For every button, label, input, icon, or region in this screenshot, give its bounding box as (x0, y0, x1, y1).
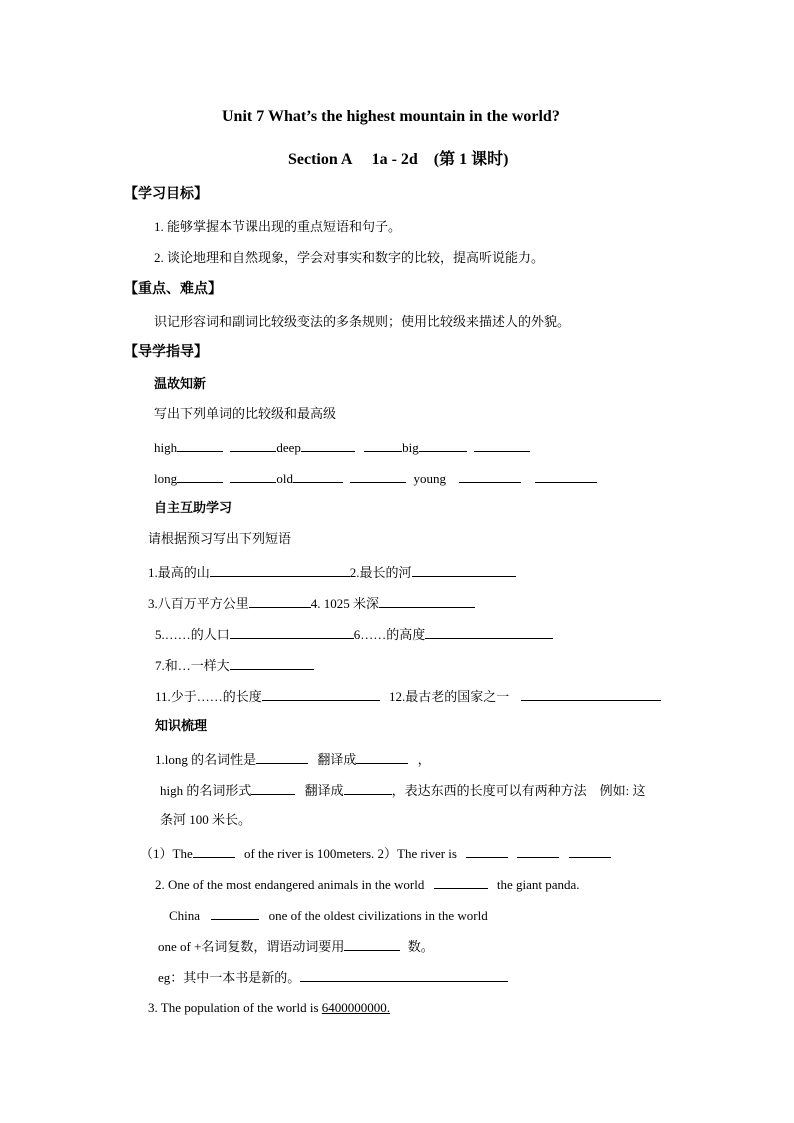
answer-blank[interactable] (300, 967, 508, 982)
goal-item: 1. 能够掌握本节课出现的重点短语和句子。 (154, 219, 402, 234)
review-instruction: 写出下列单词的比较级和最高级 (154, 406, 337, 421)
word-long: long (154, 471, 178, 486)
self-study-instruction: 请根据预习写出下列短语 (148, 531, 292, 546)
knowledge-text: one of the oldest civilizations in the world (268, 908, 488, 923)
page-title: Unit 7 What’s the highest mountain in the world? (222, 108, 560, 125)
phrase-label: 11.少于……的长度 (155, 689, 262, 704)
key-heading: 【重点、难点】 (124, 282, 222, 297)
goal-item: 2. 谈论地理和自然现象，学会对事实和数字的比较，提高听说能力。 (154, 250, 545, 265)
answer-blank[interactable] (517, 843, 559, 858)
review-title: 温故知新 (154, 376, 207, 391)
self-study-title: 自主互助学习 (154, 500, 233, 515)
phrase-label: 2.最长的河 (349, 565, 412, 580)
knowledge-line (140, 843, 611, 863)
answer-blank[interactable] (262, 686, 380, 701)
knowledge-text: 翻译成 (317, 752, 357, 767)
answer-blank[interactable] (434, 874, 488, 889)
knowledge-text: ， (417, 752, 431, 767)
phrase-label: 12.最古老的国家之一 (389, 689, 510, 704)
population-number: 6400000000. (321, 1000, 391, 1015)
answer-blank[interactable] (356, 749, 408, 764)
knowledge-text: 数。 (407, 939, 434, 954)
knowledge-line (148, 999, 390, 1017)
knowledge-text: the giant panda. (496, 877, 580, 892)
knowledge-text: 3. The population of the world is (148, 1000, 319, 1015)
answer-blank[interactable] (230, 655, 314, 670)
answer-blank[interactable] (474, 437, 530, 452)
knowledge-line (169, 905, 488, 925)
review-row-2 (154, 468, 597, 488)
phrase-label: 5.……的人口 (155, 627, 230, 642)
answer-blank[interactable] (211, 905, 259, 920)
answer-blank[interactable] (193, 843, 235, 858)
knowledge-line (160, 780, 646, 800)
answer-blank[interactable] (459, 468, 521, 483)
answer-blank[interactable] (230, 624, 354, 639)
answer-blank[interactable] (379, 593, 475, 608)
answer-blank[interactable] (249, 593, 311, 608)
word-deep: deep (276, 440, 301, 455)
word-high: high (154, 440, 178, 455)
answer-blank[interactable] (177, 468, 223, 483)
answer-blank[interactable] (251, 780, 295, 795)
answer-blank[interactable] (230, 437, 276, 452)
phrase-row (155, 624, 553, 644)
answer-blank[interactable] (412, 562, 516, 577)
knowledge-text: （1）The (140, 846, 193, 861)
answer-blank[interactable] (301, 437, 355, 452)
answer-blank[interactable] (230, 468, 276, 483)
answer-blank[interactable] (364, 437, 402, 452)
answer-blank[interactable] (466, 843, 508, 858)
knowledge-text: high 的名词形式 (160, 783, 252, 798)
knowledge-text: eg：其中一本书是新的。 (158, 970, 301, 985)
phrase-label: 1.最高的山 (148, 565, 210, 580)
knowledge-line (155, 749, 431, 769)
knowledge-text: 翻译成 (304, 783, 344, 798)
answer-blank[interactable] (293, 468, 343, 483)
phrase-label: 6……的高度 (353, 627, 426, 642)
knowledge-line (155, 874, 580, 894)
word-old: old (276, 471, 293, 486)
answer-blank[interactable] (350, 468, 406, 483)
phrase-row (148, 562, 516, 582)
answer-blank[interactable] (256, 749, 308, 764)
phrase-label: 7.和…一样大 (155, 658, 230, 673)
word-big: big (402, 440, 419, 455)
phrase-label: 3.八百万平方公里 (148, 596, 249, 611)
phrase-label: 4. 1025 米深 (310, 596, 380, 611)
answer-blank[interactable] (521, 686, 661, 701)
phrase-row (148, 593, 475, 613)
answer-blank[interactable] (210, 562, 350, 577)
knowledge-text: one of +名词复数，谓语动词要用 (158, 939, 345, 954)
knowledge-line (158, 967, 508, 987)
knowledge-text: China (169, 908, 201, 923)
knowledge-text: 1.long 的名词性是 (155, 752, 257, 767)
knowledge-title: 知识梳理 (155, 718, 208, 733)
answer-blank[interactable] (535, 468, 597, 483)
phrase-row (155, 686, 661, 706)
guide-heading: 【导学指导】 (124, 345, 208, 360)
knowledge-line: 条河 100 米长。 (160, 812, 252, 827)
word-young: young (413, 471, 446, 486)
review-row-1 (154, 437, 530, 457)
phrase-row (155, 655, 314, 675)
knowledge-line (158, 936, 434, 956)
knowledge-text: 2. One of the most endangered animals in the world (155, 877, 425, 892)
knowledge-text: ，表达东西的长度可以有两种方法 例如: 这 (391, 783, 646, 798)
answer-blank[interactable] (344, 936, 400, 951)
goals-heading: 【学习目标】 (124, 187, 208, 202)
answer-blank[interactable] (419, 437, 467, 452)
answer-blank[interactable] (569, 843, 611, 858)
answer-blank[interactable] (344, 780, 392, 795)
knowledge-text: of the river is 100meters. 2）The river is (243, 846, 457, 861)
key-text: 识记形容词和副词比较级变法的多条规则；使用比较级来描述人的外貌。 (154, 314, 571, 329)
answer-blank[interactable] (177, 437, 223, 452)
page-subtitle: Section A 1a - 2d (第 1 课时) (288, 151, 509, 168)
answer-blank[interactable] (425, 624, 553, 639)
